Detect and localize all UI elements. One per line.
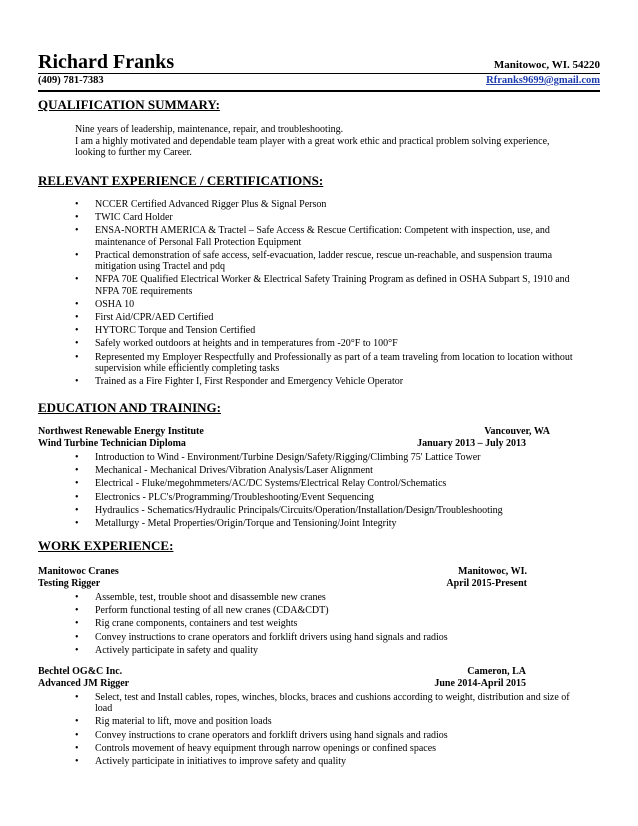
job-2-company-row [38,666,526,677]
job-duty-item: • Convey instructions to crane operators and forklift drivers using hand signals and radios [75,730,585,741]
job-role: Advanced JM Rigger [38,678,130,689]
job-1-company-row [38,566,527,577]
section-title-qualification: QUALIFICATION SUMMARY: [38,97,220,112]
job-duty-item: • Controls movement of heavy equipment through narrow openings or confined spaces [75,743,585,754]
experience-item: • NCCER Certified Advanced Rigger Plus & Signal Person [75,199,580,210]
experience-item: • Safely worked outdoors at heights and in temperatures from -20°F to 100°F [75,338,580,349]
education-diploma: Wind Turbine Technician Diploma [38,438,186,449]
job-1-duties-list [75,592,565,658]
job-duty-item: • Rig material to lift, move and position loads [75,716,585,727]
job-duty-item: • Select, test and Install cables, ropes, winches, blocks, braces and cushions according to weight, distribution and size of load [75,692,585,715]
education-item: • Metallurgy - Metal Properties/Origin/Torque and Tensioning/Joint Integrity [75,518,565,529]
section-title-education: EDUCATION AND TRAINING: [38,400,221,415]
header-row-2 [38,75,600,86]
job-duty-item: • Actively participate in initiatives to improve safety and quality [75,756,585,767]
job-1-role-row [38,578,527,589]
job-dates: June 2014-April 2015 [434,678,526,689]
qualification-line-2: I am a highly motivated and dependable team player with a great work ethic and practical problem solving experience, looking to further my Career. [75,135,550,158]
job-duty-item: • Rig crane components, containers and test weights [75,618,565,629]
education-item: • Electrical - Fluke/megohmmeters/AC/DC Systems/Electrical Relay Control/Schematics [75,478,565,489]
qualification-line-1: Nine years of leadership, maintenance, repair, and troubleshooting. [75,124,344,135]
job-2-duties-list [75,692,585,769]
experience-item: • HYTORC Torque and Tension Certified [75,325,580,336]
candidate-phone: (409) 781-7383 [38,75,104,86]
job-2-role-row [38,678,526,689]
education-school-row [38,426,550,437]
experience-item: • Trained as a Fire Fighter I, First Responder and Emergency Vehicle Operator [75,376,580,387]
header-row-1 [38,52,600,72]
education-school: Northwest Renewable Energy Institute [38,426,204,437]
section-title-work: WORK EXPERIENCE: [38,538,174,553]
job-location: Cameron, LA [467,666,526,677]
education-list [75,452,565,531]
header-rule-thick [38,90,600,92]
job-location: Manitowoc, WI. [458,566,527,577]
job-duty-item: • Actively participate in safety and quality [75,645,565,656]
education-item: • Introduction to Wind - Environment/Turbine Design/Safety/Rigging/Climbing 75' Lattice Tower [75,452,565,463]
candidate-email-link[interactable]: Rfranks9699@gmail.com [486,75,600,86]
experience-item: • ENSA-NORTH AMERICA & Tractel – Safe Access & Rescue Certification: Competent with inspection, use, and maintenance of Personal Fall Protection Equipment [75,225,580,248]
job-role: Testing Rigger [38,578,101,589]
experience-item: • First Aid/CPR/AED Certified [75,312,580,323]
job-company: Bechtel OG&C Inc. [38,666,123,677]
candidate-name: Richard Franks [38,51,175,73]
job-duty-item: • Assemble, test, trouble shoot and disassemble new cranes [75,592,565,603]
header-rule [38,73,600,74]
experience-item: • OSHA 10 [75,299,580,310]
education-item: • Hydraulics - Schematics/Hydraulic Principals/Circuits/Operation/Installation/Design/Troubleshooting [75,505,565,516]
experience-item: • TWIC Card Holder [75,212,580,223]
candidate-location: Manitowoc, WI. 54220 [493,59,600,71]
qualification-text [75,124,580,159]
experience-item: • NFPA 70E Qualified Electrical Worker & Electrical Safety Training Program as defined in OSHA Subpart S, 1910 and NFPA 70E requirements [75,274,580,297]
education-dates: January 2013 – July 2013 [417,438,526,449]
section-title-experience: RELEVANT EXPERIENCE / CERTIFICATIONS: [38,173,324,188]
job-duty-item: • Convey instructions to crane operators and forklift drivers using hand signals and radios [75,632,565,643]
experience-item: • Represented my Employer Respectfully and Professionally as part of a team traveling from location to location without supervision while efficiently completing tasks [75,352,580,375]
job-company: Manitowoc Cranes [38,566,119,577]
education-item: • Mechanical - Mechanical Drives/Vibration Analysis/Laser Alignment [75,465,565,476]
job-dates: April 2015-Present [446,578,527,589]
experience-item: • Practical demonstration of safe access, self-evacuation, ladder rescue, rescue un-reachable, and suspension trauma mitigation using Tractel and pdq [75,250,580,273]
education-item: • Electronics - PLC's/Programming/Troubleshooting/Event Sequencing [75,492,565,503]
job-duty-item: • Perform functional testing of all new cranes (CDA&CDT) [75,605,565,616]
education-location: Vancouver, WA [484,426,550,437]
experience-list [75,199,580,389]
education-diploma-row [38,438,526,449]
